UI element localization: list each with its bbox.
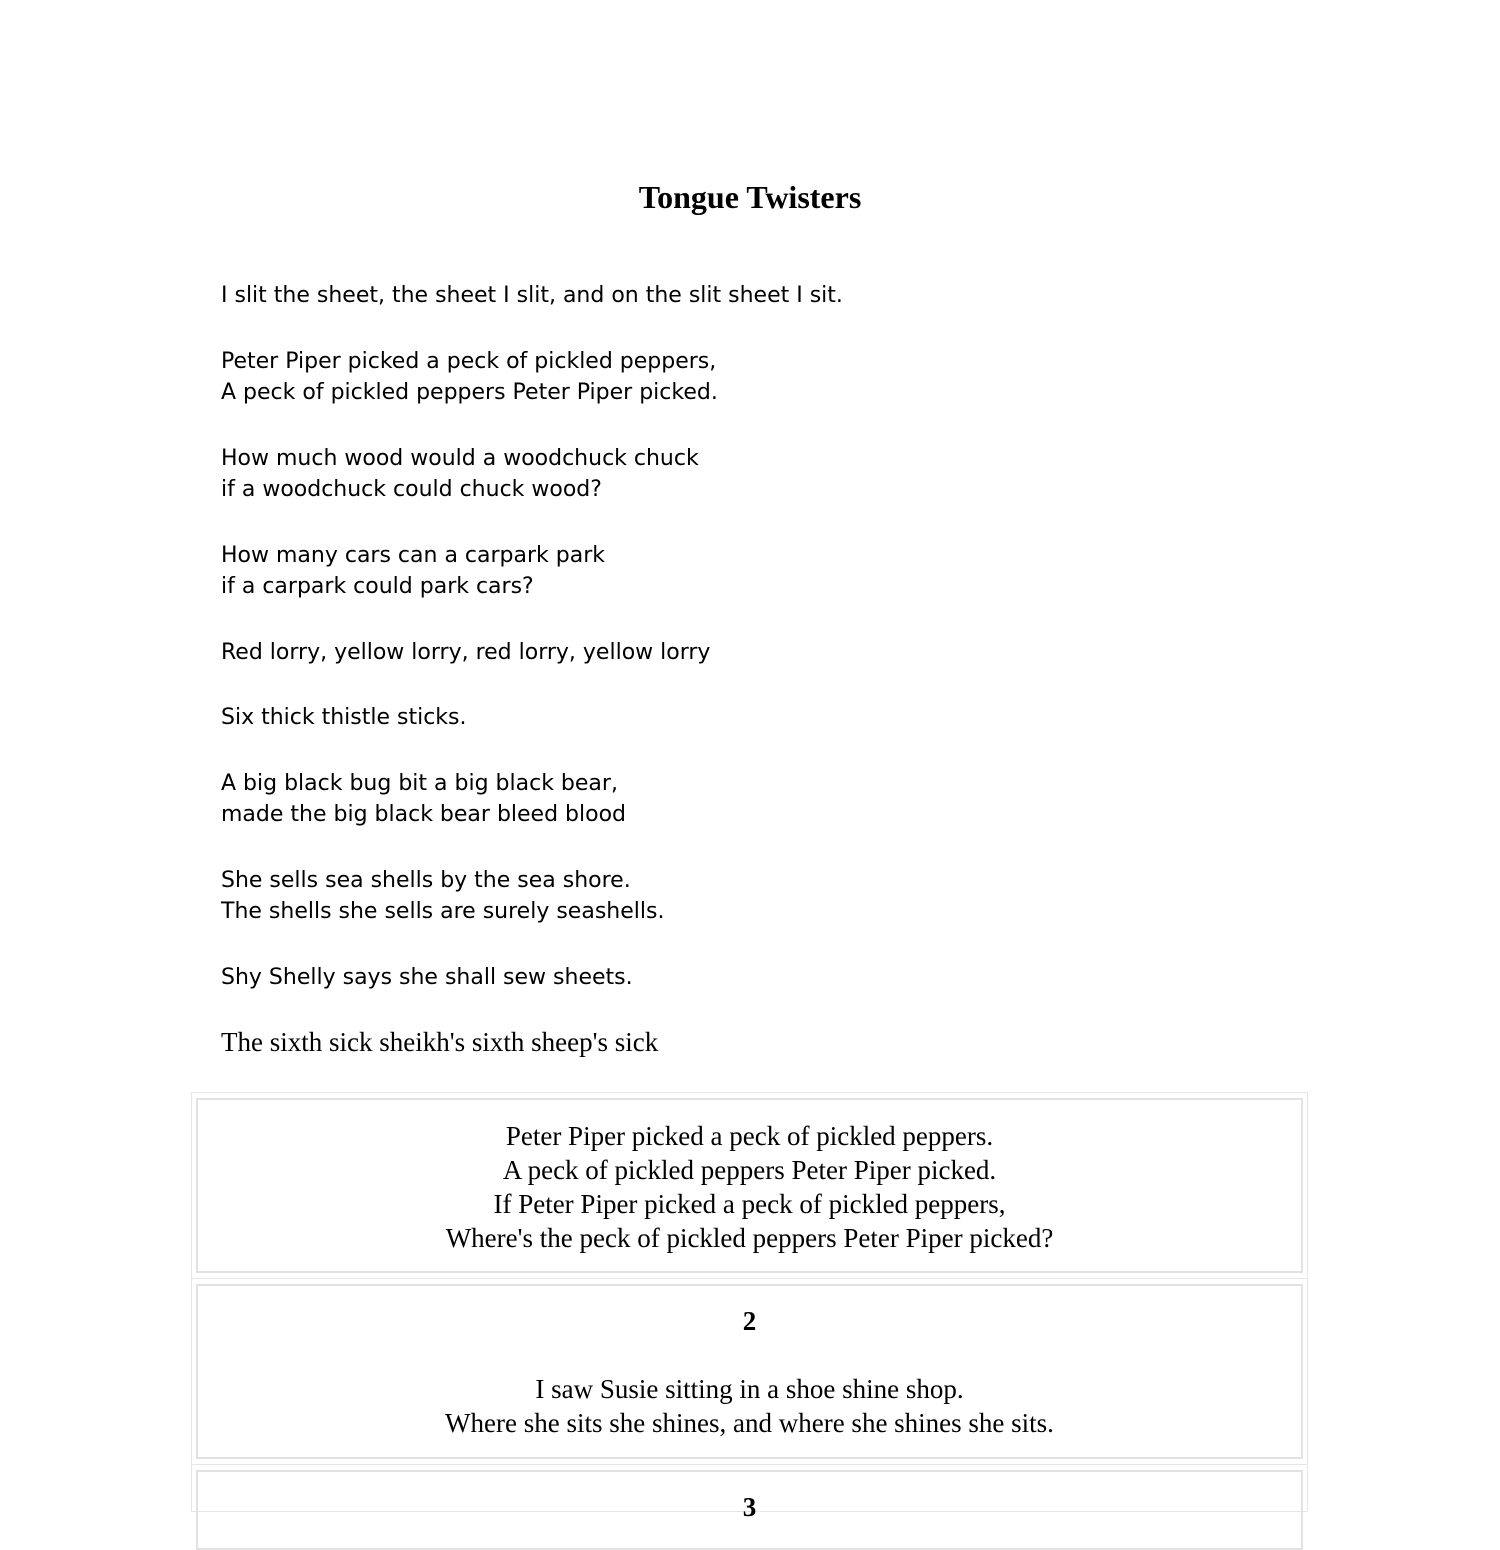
cell-line: I saw Susie sitting in a shoe shine shop.	[535, 1374, 964, 1404]
row-divider	[192, 1464, 1307, 1465]
twister-item	[221, 443, 1221, 506]
twister-line: Red lorry, yellow lorry, red lorry, yellow lorry	[221, 639, 711, 665]
twister-item	[221, 1025, 1221, 1059]
cell-line: Where she sits she shines, and where she shines she sits.	[445, 1408, 1054, 1438]
twister-item	[221, 702, 1221, 734]
twister-line: made the big black bear bleed blood	[221, 802, 627, 827]
twister-item	[221, 540, 1221, 603]
twister-item	[221, 280, 1221, 312]
cell-line: Where's the peck of pickled peppers Peter Piper picked?	[445, 1223, 1054, 1253]
twister-item	[221, 962, 1221, 994]
table-cell	[196, 1470, 1303, 1550]
page-title: Tongue Twisters	[638, 179, 862, 215]
twister-table	[191, 1092, 1308, 1522]
twister-item	[221, 865, 1221, 928]
twister-line: The sixth sick sheikh's sixth sheep's sick	[221, 1027, 659, 1057]
cell-line: If Peter Piper picked a peck of pickled peppers,	[493, 1189, 1006, 1219]
twister-line: I slit the sheet, the sheet I slit, and on the slit sheet I sit.	[221, 283, 843, 308]
twister-item	[221, 346, 1221, 409]
table-cell	[196, 1098, 1303, 1273]
twister-line: How much wood would a woodchuck chuck	[221, 445, 699, 471]
cell-number: 3	[742, 1492, 757, 1522]
twister-item	[221, 768, 1221, 831]
row-divider	[192, 1278, 1307, 1279]
cell-line: Peter Piper picked a peck of pickled peppers.	[505, 1121, 994, 1151]
twister-line: if a woodchuck could chuck wood?	[221, 477, 602, 502]
twister-line: How many cars can a carpark park	[221, 542, 606, 568]
twister-line: The shells she sells are surely seashells.	[221, 899, 665, 924]
twister-line: Shy Shelly says she shall sew sheets.	[221, 964, 633, 990]
cell-number: 2	[742, 1306, 757, 1336]
twister-line: Peter Piper picked a peck of pickled peppers,	[221, 348, 717, 374]
cell-line: A peck of pickled peppers Peter Piper picked.	[502, 1155, 997, 1185]
twister-line: Six thick thistle sticks.	[221, 705, 467, 730]
twister-item	[221, 637, 1221, 669]
twister-line: A peck of pickled peppers Peter Piper picked.	[221, 380, 718, 405]
twister-line: She sells sea shells by the sea shore.	[221, 867, 631, 893]
twister-line: A big black bug bit a big black bear,	[221, 770, 618, 796]
twister-list	[221, 280, 1221, 1093]
table-cell	[196, 1284, 1303, 1459]
twister-line: if a carpark could park cars?	[221, 574, 534, 599]
